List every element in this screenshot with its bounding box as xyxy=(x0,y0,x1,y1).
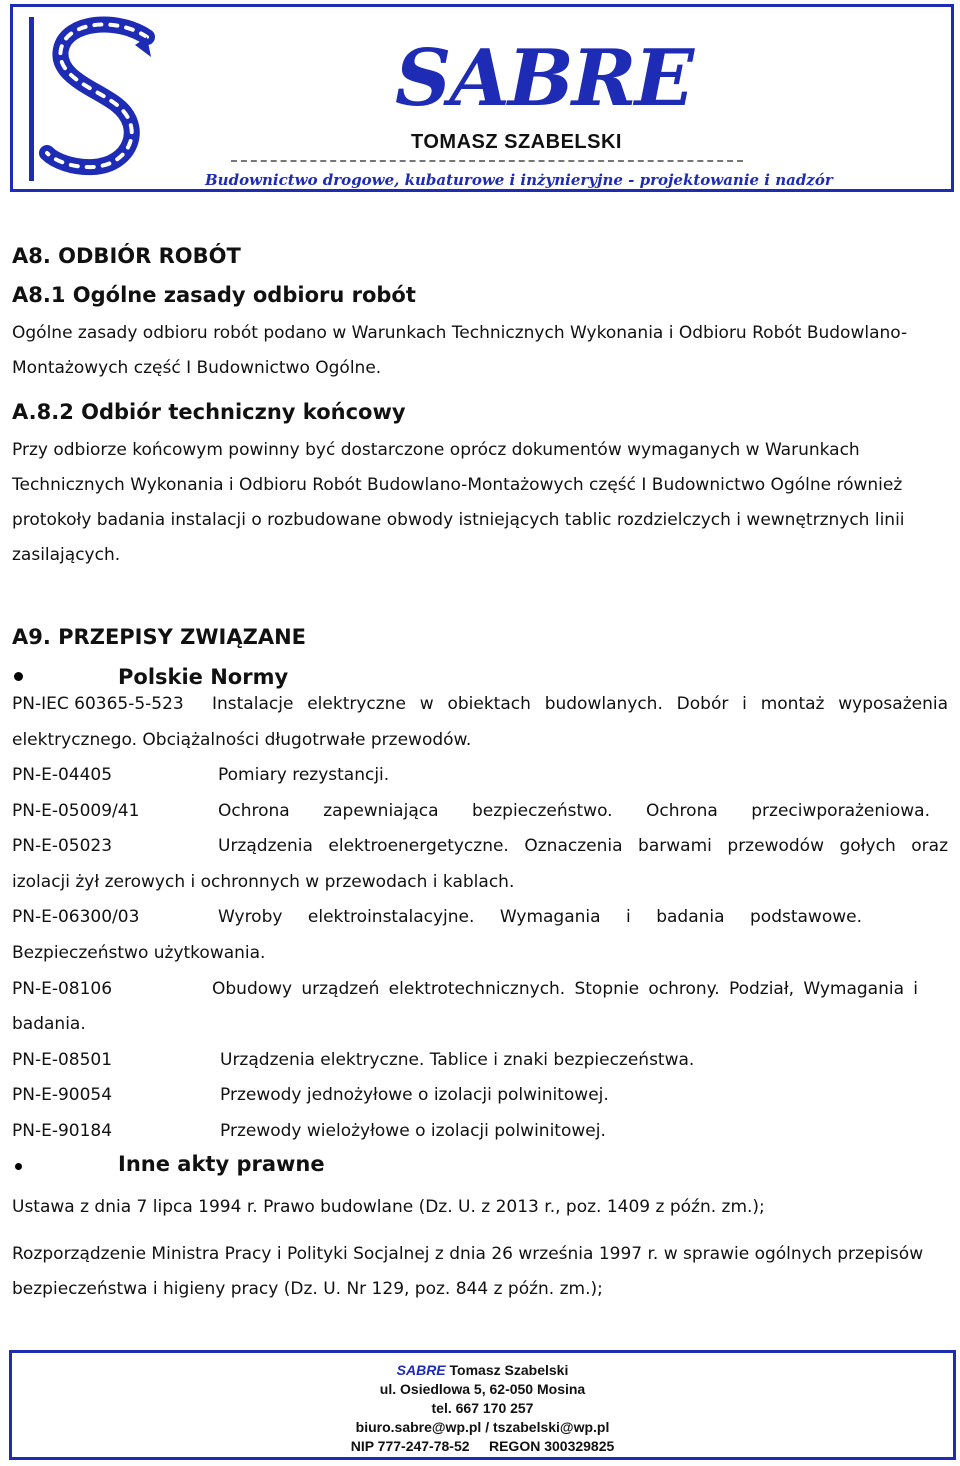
sabre-brand-logo xyxy=(389,17,693,129)
footer-address: ul. Osiedlowa 5, 62-050 Mosina xyxy=(379,1381,586,1397)
norm-text: Urządzenia elektroenergetyczne. Oznaczenia barwami przewodów gołych oraz xyxy=(218,836,948,856)
footer-company xyxy=(12,1362,953,1378)
norm-row xyxy=(12,979,918,999)
norm-code: PN-E-04405 xyxy=(12,765,113,785)
norm-row-cont: Bezpieczeństwo użytkowania. xyxy=(12,943,266,963)
norm-row-cont: izolacji żył zerowych i ochronnych w przewodach i kablach. xyxy=(12,872,515,892)
norm-row xyxy=(12,694,948,714)
footer-email: biuro.sabre@wp.pl / tszabelski@wp.pl xyxy=(355,1419,610,1435)
norm-text: Obudowy urządzeń elektrotechnicznych. Stopnie ochrony. Podział, Wymagania i xyxy=(212,979,918,999)
norm-row xyxy=(12,765,389,785)
owner-name: TOMASZ SZABELSKI xyxy=(411,131,622,153)
inne-akty-heading: Inne akty prawne xyxy=(118,1152,325,1176)
norm-row xyxy=(12,1121,606,1141)
norm-text: Instalacje elektryczne w obiektach budowlanych. Dobór i montaż wyposażenia xyxy=(212,694,948,714)
letterhead-header xyxy=(10,4,954,192)
footer-ids xyxy=(12,1438,953,1454)
norm-code: PN-E-05009/41 xyxy=(12,801,140,821)
norm-row xyxy=(12,1050,694,1070)
polskie-normy-heading: Polskie Normy xyxy=(118,665,289,689)
letter-s-logo-icon xyxy=(27,15,177,183)
norm-text: Urządzenia elektryczne. Tablice i znaki bezpieczeństwa. xyxy=(220,1050,695,1070)
act-item: Rozporządzenie Ministra Pracy i Polityki Socjalnej z dnia 26 września 1997 r. w sprawie ogólnych przepisów bezpieczeństwa i higieny pracy (Dz. U. Nr 129, poz. 844 z późn. zm.); xyxy=(12,1244,924,1299)
norm-row xyxy=(12,907,862,927)
norm-text: Przewody wielożyłowe o izolacji polwinitowej. xyxy=(220,1121,606,1141)
norm-text: Wyroby elektroinstalacyjne. Wymagania i badania podstawowe. xyxy=(218,907,862,927)
section-a82-title: A.8.2 Odbiór techniczny końcowy xyxy=(12,400,406,424)
section-a81-text: Ogólne zasady odbioru robót podano w Warunkach Technicznych Wykonania i Odbioru Robót Budowlano-Montażowych część I Budownictwo Ogólne. xyxy=(12,323,908,378)
section-a82-text: Przy odbiorze końcowym powinny być dostarczone oprócz dokumentów wymaganych w Warunkach Technicznych Wykonania i Odbioru Robót Budowlano-Montażowych część I Budownictwo Ogólne również protokoły badania instalacji o rozbudowane obwody istniejących tablic rozdzielczych i wewnętrznych linii zasilających. xyxy=(12,440,905,565)
section-a8-title: A8. ODBIÓR ROBÓT xyxy=(12,244,241,268)
act-item: Ustawa z dnia 7 lipca 1994 r. Prawo budowlane (Dz. U. z 2013 r., poz. 1409 z późn. zm.); xyxy=(12,1197,765,1217)
norm-code: PN-E-08501 xyxy=(12,1050,113,1070)
letterhead-footer xyxy=(9,1350,956,1460)
norm-row xyxy=(12,1085,609,1105)
bullet-icon xyxy=(14,672,23,681)
footer-brand: SABRE xyxy=(396,1362,446,1378)
norm-text: Przewody jednożyłowe o izolacji polwinitowej. xyxy=(220,1085,609,1105)
bullet-icon xyxy=(15,1163,22,1170)
norm-code: PN-E-90184 xyxy=(12,1121,113,1141)
section-a81-title: A8.1 Ogólne zasady odbioru robót xyxy=(12,283,416,307)
norm-text: Ochrona zapewniająca bezpieczeństwo. Ochrona przeciwporażeniowa. xyxy=(218,801,930,821)
norm-text: Pomiary rezystancji. xyxy=(218,765,390,785)
norm-row xyxy=(12,801,930,821)
section-a9-title: A9. PRZEPISY ZWIĄZANE xyxy=(12,625,306,649)
footer-nip: NIP 777-247-78-52 xyxy=(350,1438,470,1454)
norm-code: PN-E-90054 xyxy=(12,1085,113,1105)
norm-row-cont: badania. xyxy=(12,1014,86,1034)
norm-code: PN-E-08106 xyxy=(12,979,113,999)
footer-name: Tomasz Szabelski xyxy=(449,1362,569,1378)
footer-regon: REGON 300329825 xyxy=(488,1438,615,1454)
norm-row xyxy=(12,836,948,856)
tagline: Budownictwo drogowe, kubaturowe i inżynieryjne - projektowanie i nadzór xyxy=(205,171,833,189)
divider-line xyxy=(231,160,743,162)
norm-row-cont: elektrycznego. Obciążalności długotrwałe przewodów. xyxy=(12,730,472,750)
norm-code: PN-E-06300/03 xyxy=(12,907,140,927)
brand-text: SABRE xyxy=(395,33,693,124)
footer-phone: tel. 667 170 257 xyxy=(431,1400,534,1416)
norm-code: PN-IEC 60365-5-523 xyxy=(12,694,184,714)
norm-code: PN-E-05023 xyxy=(12,836,113,856)
